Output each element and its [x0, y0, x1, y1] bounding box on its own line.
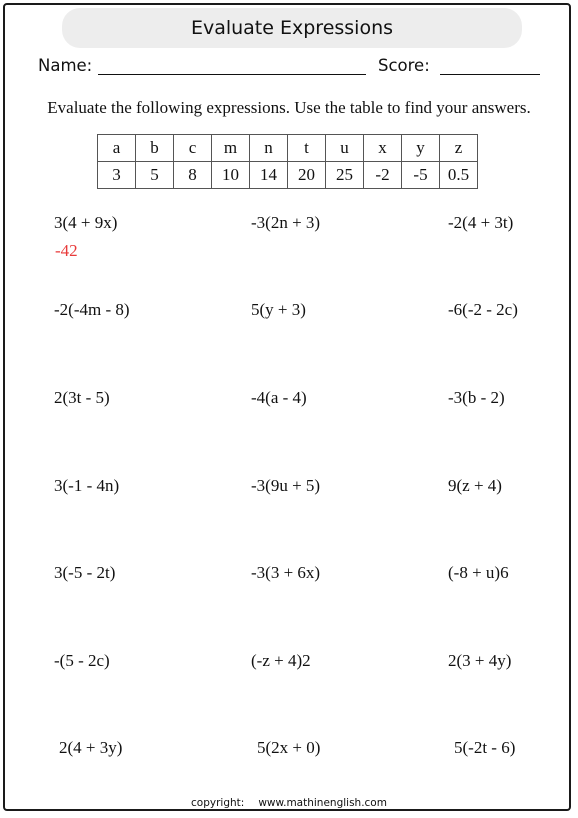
expression: (-z + 4)2 [251, 651, 311, 670]
score-label: Score: [378, 56, 430, 75]
expression: -3(9u + 5) [251, 476, 321, 495]
expression: -2(-4m - 8) [54, 300, 130, 319]
instructions: Evaluate the following expressions. Use the table to find your answers. [47, 98, 531, 117]
expression-row [0, 476, 578, 500]
value-cell: 8 [174, 162, 212, 189]
worksheet-title: Evaluate Expressions [62, 8, 522, 48]
variable-row [98, 135, 478, 162]
expression: 5(2x + 0) [257, 738, 321, 757]
value-cell: -5 [402, 162, 440, 189]
expression: -3(b - 2) [448, 388, 505, 407]
expression: -2(4 + 3t) [448, 213, 514, 232]
value-cell: 5 [136, 162, 174, 189]
value-row [98, 162, 478, 189]
expression: -(5 - 2c) [54, 651, 110, 670]
variable-cell: m [212, 135, 250, 162]
expression: (-8 + u)6 [448, 563, 509, 582]
variable-cell: b [136, 135, 174, 162]
name-blank-line[interactable] [98, 74, 366, 75]
score-blank-line[interactable] [440, 74, 540, 75]
expression: 5(-2t - 6) [454, 738, 516, 757]
variable-cell: x [364, 135, 402, 162]
expression: 3(-5 - 2t) [54, 563, 116, 582]
expression-row [0, 651, 578, 675]
value-cell: -2 [364, 162, 402, 189]
expression-row [0, 388, 578, 412]
expression: -3(3 + 6x) [251, 563, 321, 582]
variable-cell: u [326, 135, 364, 162]
expression-row [0, 213, 578, 237]
name-label: Name: [38, 56, 93, 75]
example-answer: -42 [55, 241, 78, 260]
expression: -4(a - 4) [251, 388, 307, 407]
expression: 2(4 + 3y) [59, 738, 123, 757]
variable-cell: c [174, 135, 212, 162]
value-cell: 20 [288, 162, 326, 189]
value-cell: 0.5 [440, 162, 478, 189]
variable-cell: a [98, 135, 136, 162]
variable-cell: t [288, 135, 326, 162]
expression: 2(3t - 5) [54, 388, 110, 407]
expression: -6(-2 - 2c) [448, 300, 518, 319]
copyright-label: copyright: [191, 797, 245, 809]
variable-cell: y [402, 135, 440, 162]
expression: 3(-1 - 4n) [54, 476, 120, 495]
footer [0, 797, 578, 809]
expression-row [0, 563, 578, 587]
expression: 2(3 + 4y) [448, 651, 512, 670]
value-cell: 25 [326, 162, 364, 189]
expression-row [0, 738, 578, 762]
variable-cell: n [250, 135, 288, 162]
variable-table [97, 134, 478, 189]
name-score-bar [38, 56, 548, 80]
expression: -3(2n + 3) [251, 213, 321, 232]
site-link[interactable]: www.mathinenglish.com [258, 797, 387, 809]
variable-cell: z [440, 135, 478, 162]
value-cell: 14 [250, 162, 288, 189]
expression: 9(z + 4) [448, 476, 502, 495]
expression: 3(4 + 9x) [54, 213, 118, 232]
value-cell: 3 [98, 162, 136, 189]
expression: 5(y + 3) [251, 300, 306, 319]
expression-row [0, 300, 578, 324]
value-cell: 10 [212, 162, 250, 189]
